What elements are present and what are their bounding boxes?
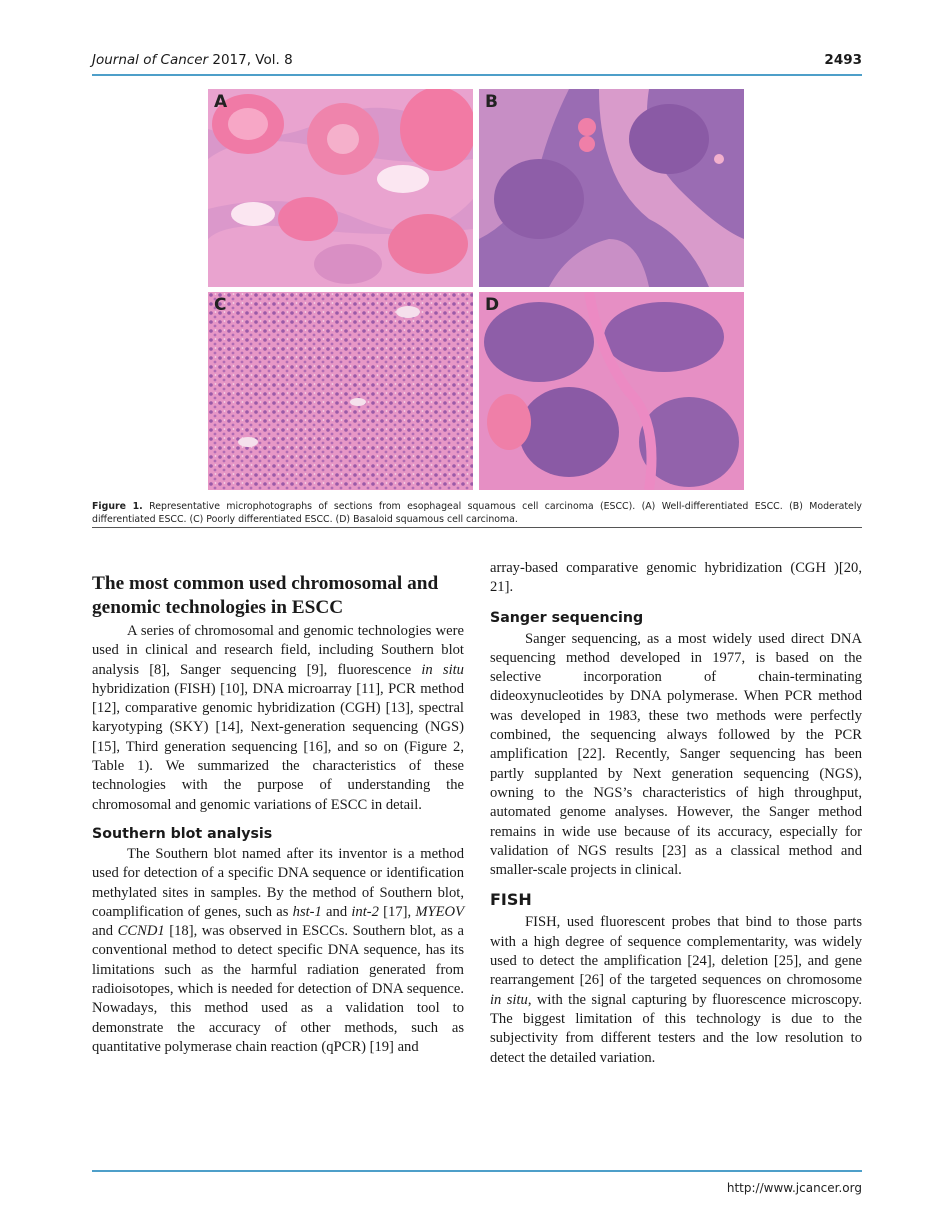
panel-label-b: B	[485, 92, 498, 112]
histology-image-d	[479, 292, 744, 490]
fish-italic: in situ	[490, 991, 528, 1008]
fish-text-2: , with the signal capturing by fluorescence microscopy. The biggest limitation of this technology is due to the subjectivity from different testers and the low resolution to detect the detailed variation.	[490, 991, 863, 1066]
continued-paragraph: array-based comparative genomic hybridization (CGH )[20, 21].	[490, 560, 862, 596]
gene-hst1: hst-1	[292, 903, 322, 920]
southern-and-2: and	[92, 923, 118, 940]
caption-divider	[92, 527, 862, 528]
figure-1	[208, 89, 744, 490]
journal-year-volume: 2017, Vol. 8	[208, 52, 293, 68]
header-divider	[92, 74, 862, 76]
panel-c	[208, 292, 473, 490]
panel-label-d: D	[485, 295, 500, 315]
gene-int2: int-2	[351, 903, 379, 920]
figure-caption	[92, 500, 862, 526]
running-header	[92, 52, 862, 72]
intro-paragraph	[92, 622, 464, 815]
gene-ccnd1: CCND1	[117, 923, 165, 940]
fish-text-1: FISH, used fluorescent probes that bind to those parts with a high degree of sequence complementarity, was widely used to detect the amplification [24], deletion [25], and gene rearrangement [26] of the targeted sequences on chromosome	[490, 914, 862, 989]
intro-text-1: A series of chromosomal and genomic technologies were used in clinical and research field, including Southern blot analysis [8], Sanger sequencing [9], fluorescence	[92, 623, 464, 678]
southern-text-2: [17],	[378, 903, 416, 920]
panel-a	[208, 89, 473, 287]
panel-label-c: C	[214, 295, 227, 315]
fish-heading: FISH	[490, 890, 532, 910]
footer-url[interactable]: http://www.jcancer.org	[726, 1181, 862, 1195]
southern-text-1: The Southern blot named after its inventor is a method used for detection of a specific DNA sequence or identification methylated sites in samples. By the method of Southern blot, coamplification of genes, such as	[92, 845, 464, 920]
intro-text-2: hybridization (FISH) [10], DNA microarray [11], PCR method [12], comparative genomic hybridization (CGH) [13], spectral karyotyping (SKY) [14], Next-generation sequencing (NGS) [15], Third generation sequencing [16], and so on (Figure 2, Table 1). We summarized the characteristics of these technologies with the purpose of understanding the chromosomal and genomic variations of ESCC in detail.	[92, 680, 464, 813]
histology-image-c	[208, 292, 473, 490]
panel-d	[479, 292, 744, 490]
southern-and-1: and	[321, 903, 352, 920]
histology-image-a	[208, 89, 473, 287]
southern-blot-paragraph	[92, 845, 464, 1057]
footer-divider	[92, 1170, 862, 1172]
panel-b	[479, 89, 744, 287]
southern-blot-heading: Southern blot analysis	[92, 825, 273, 842]
sanger-heading: Sanger sequencing	[490, 609, 644, 626]
sanger-paragraph: Sanger sequencing, as a most widely used direct DNA sequencing method developed in 1977, is based on the selective incorporation of chain-terminating dideoxynucleotides by DNA polymerase. When PCR method was developed in 1983, these two methods were perfectly combined, the sequencing always followed by the PCR amplification [22]. Recently, Sanger sequencing has been partly supplanted by Next generation sequencing (NGS), owning to the NGS’s characteristics of high throughput, automated genome analyses. However, the Sanger method remains in wide use because of its accuracy, especially for validation of NGS results [23] as a classical method and smaller-scale projects in clinical.	[490, 630, 862, 879]
southern-text-3: [18], was observed in ESCCs. Southern blot, as a conventional method to detect specific DNA sequence, has its limitations such as the harmful radiation generated from radioisotopes, which is needed for detection of DNA sequence. Nowadays, this method used as a validation tool to demonstrate the accuracy of other methods, such as quantitative polymerase chain reaction (qPCR) [19] and	[92, 923, 464, 1055]
caption-text: Representative microphotographs of sections from esophageal squamous cell carcinoma (ESCC). (A) Well-differentiated ESCC. (B) Moderately differentiated ESCC. (C) Poorly differentiated ESCC. (D) Basaloid squamous cell carcinoma.	[92, 501, 862, 525]
caption-label: Figure 1.	[92, 501, 143, 512]
journal-citation	[92, 52, 293, 68]
page-number: 2493	[824, 52, 862, 68]
left-column	[92, 572, 464, 1057]
section-heading: The most common used chromosomal and genomic technologies in ESCC	[92, 573, 439, 618]
fish-paragraph	[490, 913, 862, 1067]
histology-image-b	[479, 89, 744, 287]
right-column	[490, 559, 862, 1068]
panel-label-a: A	[214, 92, 228, 112]
journal-name: Journal of Cancer	[92, 52, 209, 68]
intro-italic: in situ	[421, 661, 464, 678]
gene-myeov: MYEOV	[415, 903, 465, 920]
